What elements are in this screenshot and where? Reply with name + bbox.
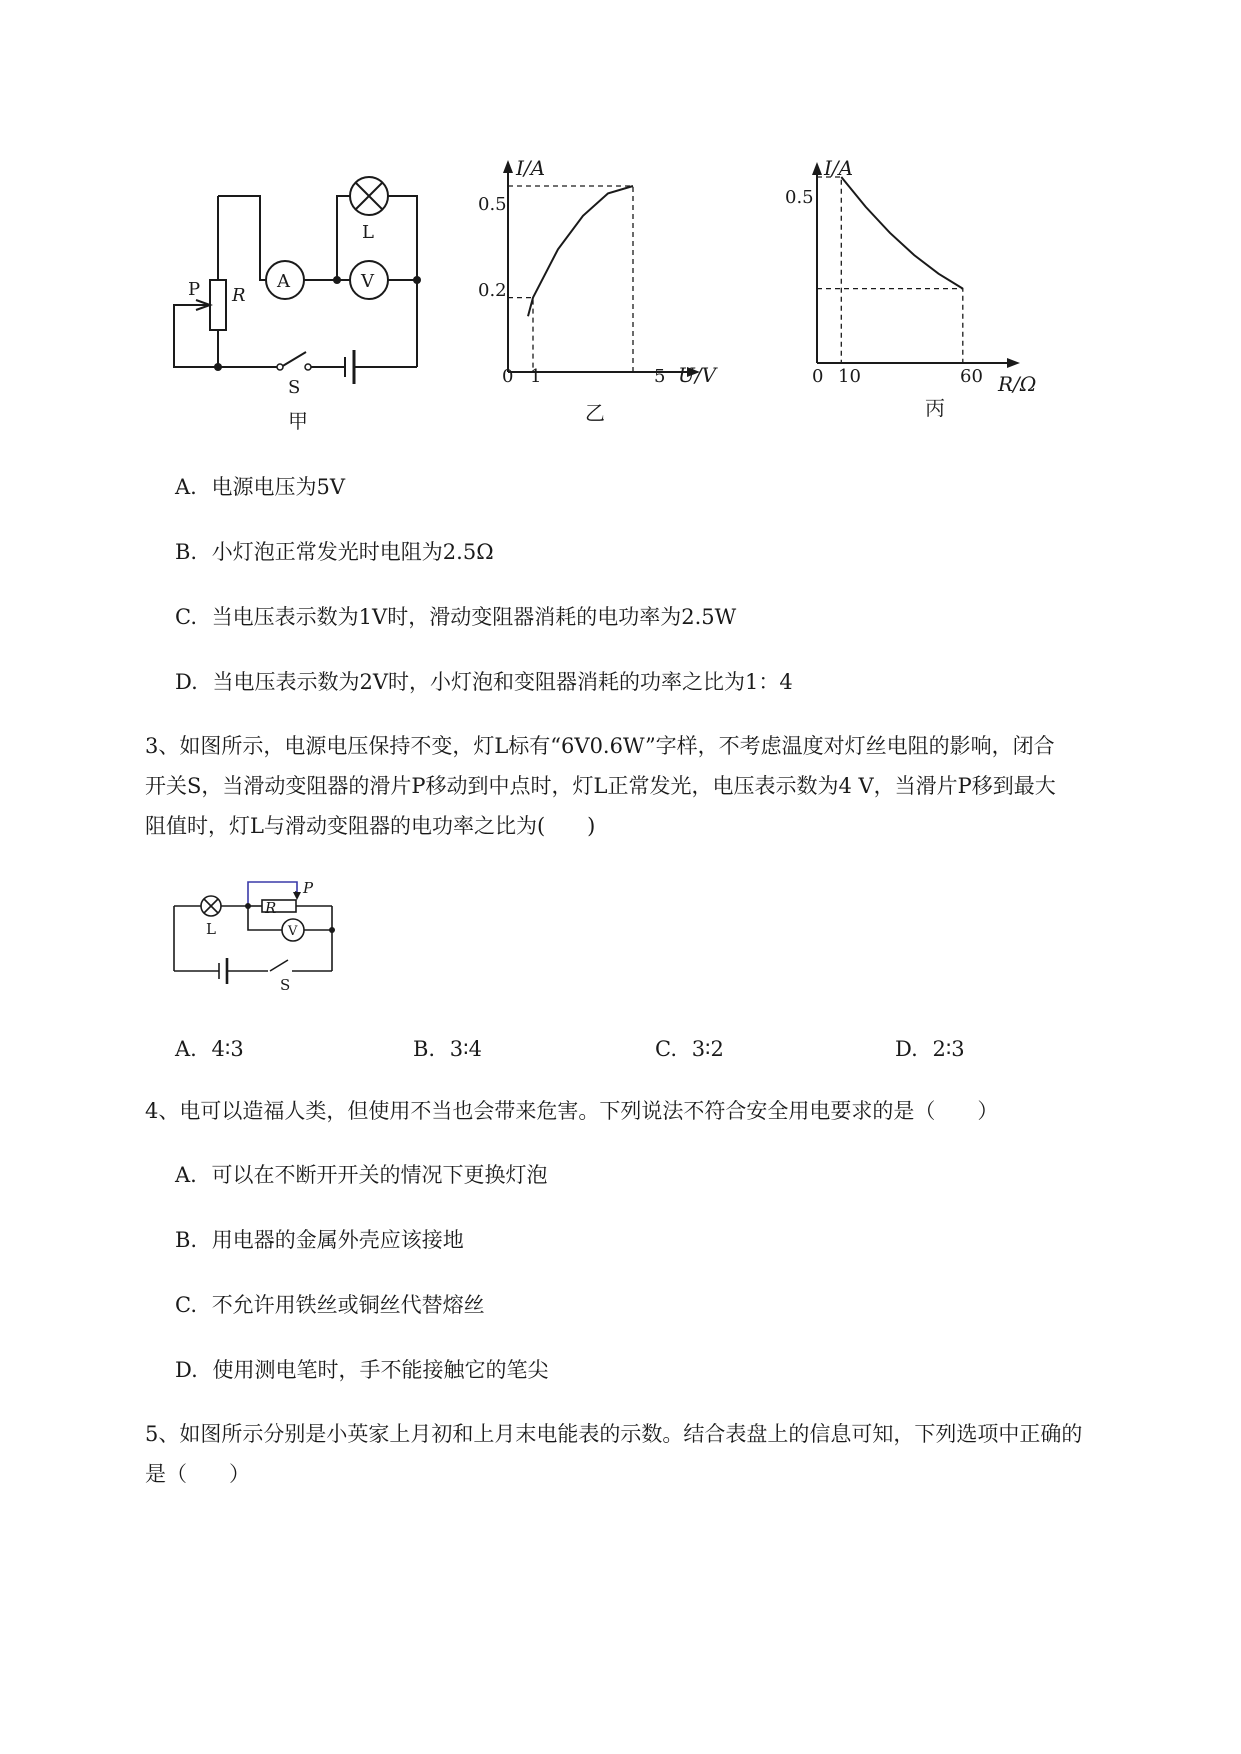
q3-option-a-text: 4∶3	[211, 1037, 244, 1061]
q3-option-d[interactable]	[895, 1034, 965, 1064]
caption-jia: 甲	[288, 409, 308, 433]
q2-option-d-text: 当电压表示数为2V时，小灯泡和变阻器消耗的功率之比为1：4	[212, 670, 793, 694]
yi-y-tick-1: 0.2	[478, 280, 507, 301]
yi-x-tick-2: 5	[654, 366, 666, 387]
bing-x-tick-2: 60	[960, 366, 983, 387]
q5-stem-line-1: 5、如图所示分别是小英家上月初和上月末电能表的示数。结合表盘上的信息可知，下列选项中正确的	[145, 1422, 1083, 1446]
q2-option-d-letter: D.	[175, 670, 198, 694]
label-a: A	[277, 271, 290, 292]
q2-option-c-letter: C.	[175, 605, 197, 629]
yi-x-tick-1: 1	[530, 366, 542, 387]
q3-label-p: P	[303, 879, 314, 897]
q3-option-b[interactable]	[413, 1034, 482, 1064]
label-l: L	[362, 222, 374, 243]
q4-option-c-letter: C.	[175, 1293, 197, 1317]
bing-x-axis-label: R/Ω	[998, 372, 1037, 396]
q5-stem-line-2: 是（ ）	[145, 1462, 250, 1486]
q3-label-r: R	[265, 899, 277, 917]
q2-option-a-letter: A.	[175, 475, 197, 499]
q4-option-d-letter: D.	[175, 1358, 198, 1382]
q4-option-c-text: 不允许用铁丝或铜丝代替熔丝	[211, 1293, 485, 1317]
q3-option-d-letter: D.	[895, 1037, 918, 1061]
q3-stem-line-1: 3、如图所示，电源电压保持不变，灯L标有“6V0.6W”字样，不考虑温度对灯丝电阻的影响，闭合	[145, 734, 1055, 758]
q2-option-b-text: 小灯泡正常发光时电阻为2.5Ω	[211, 540, 494, 564]
q2-option-a-text: 电源电压为5V	[211, 475, 346, 499]
q4-option-a-letter: A.	[175, 1163, 197, 1187]
yi-x-tick-0: 0	[502, 366, 514, 387]
label-p: P	[188, 279, 201, 300]
q4-option-d[interactable]	[175, 1355, 548, 1385]
bing-x-tick-1: 10	[838, 366, 861, 387]
yi-y-tick-0: 0.5	[478, 194, 507, 215]
yi-x-axis-label: U/V	[678, 363, 717, 387]
q4-option-b[interactable]	[175, 1225, 464, 1255]
q4-stem: 4、电可以造福人类，但使用不当也会带来危害。下列说法不符合安全用电要求的是（ ）	[145, 1099, 999, 1123]
q2-option-c-text: 当电压表示数为1V时，滑动变阻器消耗的电功率为2.5W	[211, 605, 737, 629]
q3-label-s: S	[280, 976, 291, 994]
bing-y-tick-0: 0.5	[785, 187, 814, 208]
q4-option-d-text: 使用测电笔时，手不能接触它的笔尖	[212, 1358, 549, 1382]
q3-label-v: V	[288, 924, 298, 939]
q3-option-c[interactable]	[655, 1034, 724, 1064]
q3-option-c-text: 3∶2	[691, 1037, 724, 1061]
label-v: V	[361, 271, 374, 292]
label-s: S	[288, 377, 301, 398]
q4-option-a[interactable]	[175, 1160, 548, 1190]
yi-y-axis-label: I/A	[516, 156, 546, 180]
q4-option-a-text: 可以在不断开开关的情况下更换灯泡	[211, 1163, 548, 1187]
q4-option-b-letter: B.	[175, 1228, 198, 1252]
label-r: R	[232, 285, 246, 306]
q3-option-a[interactable]	[175, 1034, 244, 1064]
q2-option-b-letter: B.	[175, 540, 198, 564]
q3-option-a-letter: A.	[175, 1037, 197, 1061]
bing-y-axis-label: I/A	[824, 156, 854, 180]
caption-bing: 丙	[925, 396, 945, 420]
caption-yi: 乙	[585, 401, 605, 425]
q3-stem-line-2: 开关S，当滑动变阻器的滑片P移动到中点时，灯L正常发光，电压表示数为4 V，当滑片P移到最大	[145, 774, 1056, 798]
q3-label-l: L	[206, 920, 216, 938]
q4-option-c[interactable]	[175, 1290, 485, 1320]
q3-stem-line-3: 阻值时，灯L与滑动变阻器的电功率之比为( )	[145, 814, 596, 838]
q3-option-b-text: 3∶4	[449, 1037, 482, 1061]
bing-x-tick-0: 0	[812, 366, 824, 387]
q3-option-b-letter: B.	[413, 1037, 436, 1061]
q3-option-c-letter: C.	[655, 1037, 677, 1061]
q3-option-d-text: 2∶3	[932, 1037, 965, 1061]
q4-option-b-text: 用电器的金属外壳应该接地	[211, 1228, 464, 1252]
